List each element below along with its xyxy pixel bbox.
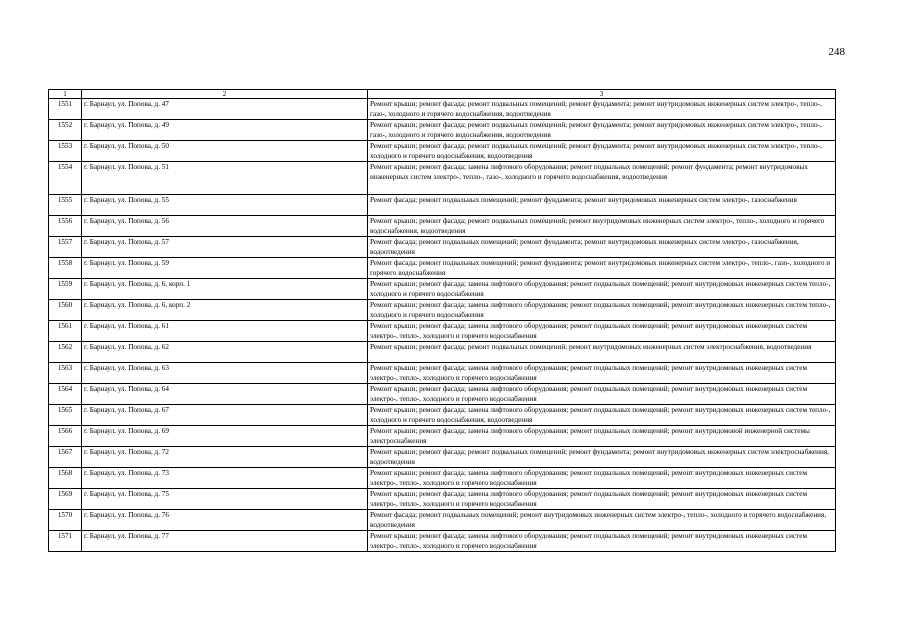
works-cell: Ремонт фасада; ремонт подвальных помещений; ремонт фундамента; ремонт внутридомовых инженерных систем электро-, газоснабжения bbox=[368, 195, 836, 216]
works-cell: Ремонт крыши; ремонт фасада; ремонт подвальных помещений; ремонт внутридомовых инженерных систем электроснабжения, водоотведения bbox=[368, 342, 836, 363]
works-cell: Ремонт крыши; ремонт фасада; замена лифтового оборудования; ремонт подвальных помещений; ремонт внутридомовой инженерной системы электроснабжения bbox=[368, 426, 836, 447]
column-header-3: 3 bbox=[368, 90, 836, 99]
works-cell: Ремонт крыши; ремонт фасада; замена лифтового оборудования; ремонт подвальных помещений; ремонт внутридомовых инженерных систем тепло-, холодного и горячего водоснабжения, водоотведения bbox=[368, 405, 836, 426]
address-cell: г. Барнаул, ул. Попова, д. 6, корп. 2 bbox=[82, 300, 368, 321]
column-header-2: 2 bbox=[82, 90, 368, 99]
address-cell: г. Барнаул, ул. Попова, д. 56 bbox=[82, 216, 368, 237]
address-cell: г. Барнаул, ул. Попова, д. 59 bbox=[82, 258, 368, 279]
address-cell: г. Барнаул, ул. Попова, д. 77 bbox=[82, 531, 368, 552]
address-cell: г. Барнаул, ул. Попова, д. 61 bbox=[82, 321, 368, 342]
table-row bbox=[49, 321, 836, 342]
address-cell: г. Барнаул, ул. Попова, д. 67 bbox=[82, 405, 368, 426]
works-cell: Ремонт крыши; ремонт фасада; ремонт подвальных помещений; ремонт внутридомовых инженерных систем электро-, тепло-, холодного и горячего водоснабжения, водоотведения bbox=[368, 216, 836, 237]
works-cell: Ремонт фасада; ремонт подвальных помещений; ремонт внутридомовых инженерных систем электро-, тепло-, холодного и горячего водоснабжения, водоотведения bbox=[368, 510, 836, 531]
row-number: 1558 bbox=[49, 258, 82, 279]
works-cell: Ремонт крыши; ремонт фасада; замена лифтового оборудования; ремонт подвальных помещений; ремонт внутридомовых инженерных систем электро-, тепло-, холодного и горячего водоснабжения bbox=[368, 363, 836, 384]
table-row bbox=[49, 279, 836, 300]
works-cell: Ремонт крыши; ремонт фасада; замена лифтового оборудования; ремонт подвальных помещений; ремонт внутридомовых инженерных систем электро-, тепло-, холодного и горячего водоснабжения bbox=[368, 321, 836, 342]
table-row bbox=[49, 141, 836, 162]
works-cell: Ремонт крыши; ремонт фасада; замена лифтового оборудования; ремонт подвальных помещений; ремонт внутридомовых инженерных систем тепло-, холодного и горячего водоснабжения bbox=[368, 279, 836, 300]
address-cell: г. Барнаул, ул. Попова, д. 63 bbox=[82, 363, 368, 384]
registry-table bbox=[48, 89, 836, 552]
address-cell: г. Барнаул, ул. Попова, д. 49 bbox=[82, 120, 368, 141]
table-row bbox=[49, 237, 836, 258]
table-row bbox=[49, 447, 836, 468]
address-cell: г. Барнаул, ул. Попова, д. 69 bbox=[82, 426, 368, 447]
row-number: 1556 bbox=[49, 216, 82, 237]
table-row bbox=[49, 300, 836, 321]
table-row bbox=[49, 342, 836, 363]
table-row bbox=[49, 468, 836, 489]
row-number: 1554 bbox=[49, 162, 82, 195]
table-row bbox=[49, 120, 836, 141]
table-row bbox=[49, 195, 836, 216]
row-number: 1557 bbox=[49, 237, 82, 258]
address-cell: г. Барнаул, ул. Попова, д. 75 bbox=[82, 489, 368, 510]
row-number: 1559 bbox=[49, 279, 82, 300]
table-body bbox=[49, 99, 836, 552]
column-header-1: 1 bbox=[49, 90, 82, 99]
works-cell: Ремонт фасада; ремонт подвальных помещений; ремонт фундамента; ремонт внутридомовых инженерных систем электро-, газоснабжения, водоотведения bbox=[368, 237, 836, 258]
table-row bbox=[49, 489, 836, 510]
row-number: 1560 bbox=[49, 300, 82, 321]
header-row bbox=[49, 90, 836, 99]
row-number: 1563 bbox=[49, 363, 82, 384]
address-cell: г. Барнаул, ул. Попова, д. 57 bbox=[82, 237, 368, 258]
table-row bbox=[49, 531, 836, 552]
works-cell: Ремонт крыши; ремонт фасада; замена лифтового оборудования; ремонт подвальных помещений; ремонт внутридомовых инженерных систем электро-, тепло-, холодного и горячего водоснабжения bbox=[368, 531, 836, 552]
table-header bbox=[49, 90, 836, 99]
table-row bbox=[49, 384, 836, 405]
row-number: 1566 bbox=[49, 426, 82, 447]
works-cell: Ремонт крыши; ремонт фасада; ремонт подвальных помещений; ремонт фундамента; ремонт внутридомовых инженерных систем электроснабжения, водоотведения bbox=[368, 447, 836, 468]
row-number: 1565 bbox=[49, 405, 82, 426]
row-number: 1564 bbox=[49, 384, 82, 405]
address-cell: г. Барнаул, ул. Попова, д. 50 bbox=[82, 141, 368, 162]
table-row bbox=[49, 99, 836, 120]
row-number: 1555 bbox=[49, 195, 82, 216]
table-row bbox=[49, 405, 836, 426]
address-cell: г. Барнаул, ул. Попова, д. 72 bbox=[82, 447, 368, 468]
table-row bbox=[49, 258, 836, 279]
works-cell: Ремонт крыши; ремонт фасада; замена лифтового оборудования; ремонт подвальных помещений; ремонт внутридомовых инженерных систем электро-, тепло-, холодного и горячего водоснабжения bbox=[368, 468, 836, 489]
works-cell: Ремонт крыши; ремонт фасада; замена лифтового оборудования; ремонт подвальных помещений; ремонт внутридомовых инженерных систем тепло-, холодного и горячего водоснабжения bbox=[368, 300, 836, 321]
works-cell: Ремонт крыши; ремонт фасада; ремонт подвальных помещений; ремонт фундамента; ремонт внутридомовых инженерных систем электро-, тепло-, газо-, холодного и горячего водоснабжения, водоотведения bbox=[368, 99, 836, 120]
row-number: 1552 bbox=[49, 120, 82, 141]
table-row bbox=[49, 363, 836, 384]
address-cell: г. Барнаул, ул. Попова, д. 55 bbox=[82, 195, 368, 216]
address-cell: г. Барнаул, ул. Попова, д. 62 bbox=[82, 342, 368, 363]
row-number: 1569 bbox=[49, 489, 82, 510]
address-cell: г. Барнаул, ул. Попова, д. 6, корп. 1 bbox=[82, 279, 368, 300]
address-cell: г. Барнаул, ул. Попова, д. 51 bbox=[82, 162, 368, 195]
works-cell: Ремонт фасада; ремонт подвальных помещений; ремонт фундамента; ремонт внутридомовых инженерных систем электро-, тепло-, газо-, холодного и горячего водоснабжения bbox=[368, 258, 836, 279]
table-row bbox=[49, 162, 836, 195]
address-cell: г. Барнаул, ул. Попова, д. 76 bbox=[82, 510, 368, 531]
row-number: 1568 bbox=[49, 468, 82, 489]
works-cell: Ремонт крыши; ремонт фасада; замена лифтового оборудования; ремонт подвальных помещений; ремонт внутридомовых инженерных систем электро-, тепло-, холодного и горячего водоснабжения bbox=[368, 489, 836, 510]
works-cell: Ремонт крыши; ремонт фасада; замена лифтового оборудования; ремонт подвальных помещений; ремонт внутридомовых инженерных систем электро-, тепло-, холодного и горячего водоснабжения bbox=[368, 384, 836, 405]
row-number: 1561 bbox=[49, 321, 82, 342]
row-number: 1567 bbox=[49, 447, 82, 468]
address-cell: г. Барнаул, ул. Попова, д. 73 bbox=[82, 468, 368, 489]
table-row bbox=[49, 426, 836, 447]
row-number: 1571 bbox=[49, 531, 82, 552]
row-number: 1551 bbox=[49, 99, 82, 120]
row-number: 1570 bbox=[49, 510, 82, 531]
row-number: 1553 bbox=[49, 141, 82, 162]
address-cell: г. Барнаул, ул. Попова, д. 64 bbox=[82, 384, 368, 405]
works-cell: Ремонт крыши; ремонт фасада; замена лифтового оборудования; ремонт подвальных помещений; ремонт фундамента; ремонт внутридомовых инженерных систем электро-, тепло-, газо-, холодного и горячего водоснабжения, водоотведения bbox=[368, 162, 836, 195]
row-number: 1562 bbox=[49, 342, 82, 363]
works-cell: Ремонт крыши; ремонт фасада; ремонт подвальных помещений; ремонт фундамента; ремонт внутридомовых инженерных систем электро-, тепло-, газо-, холодного и горячего водоснабжения, водоотведения bbox=[368, 120, 836, 141]
works-cell: Ремонт крыши; ремонт фасада; ремонт подвальных помещений; ремонт фундамента; ремонт внутридомовых инженерных систем электро-, тепло-, холодного и горячего водоснабжения, водоотведения bbox=[368, 141, 836, 162]
table-row bbox=[49, 510, 836, 531]
table-row bbox=[49, 216, 836, 237]
address-cell: г. Барнаул, ул. Попова, д. 47 bbox=[82, 99, 368, 120]
page-number: 248 bbox=[828, 46, 845, 58]
